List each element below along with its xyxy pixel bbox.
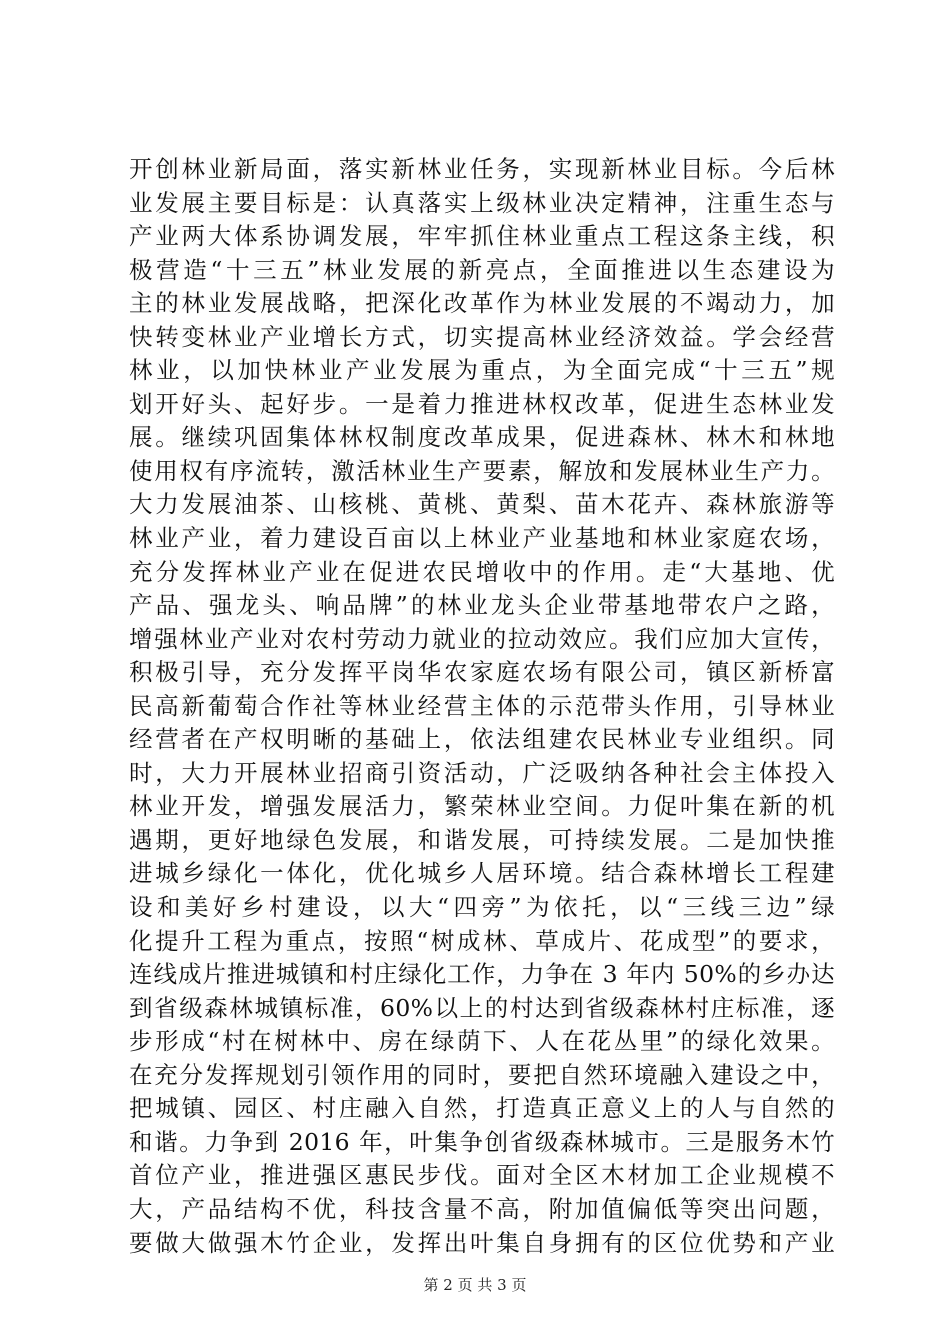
text-line: 要做大做强木竹企业，发挥出叶集自身拥有的区位优势和产业	[129, 1228, 835, 1257]
text-line: 极营造“十三五”林业发展的新亮点，全面推进以生态建设为	[129, 255, 835, 284]
text-line: 在充分发挥规划引领作用的同时，要把自然环境融入建设之中，	[129, 1060, 835, 1089]
text-line: 大，产品结构不优，科技含量不高，附加值偏低等突出问题，	[129, 1194, 835, 1223]
text-line: 划开好头、起好步。一是着力推进林权改革，促进生态林业发	[129, 389, 835, 418]
text-line: 积极引导，充分发挥平岗华农家庭农场有限公司，镇区新桥富	[129, 658, 835, 687]
text-line: 大力发展油茶、山核桃、黄桃、黄梨、苗木花卉、森林旅游等	[129, 490, 835, 519]
text-line: 业发展主要目标是：认真落实上级林业决定精神，注重生态与	[129, 188, 835, 217]
text-line: 使用权有序流转，激活林业生产要素，解放和发展林业生产力。	[129, 456, 835, 485]
text-line: 林业开发，增强发展活力，繁荣林业空间。力促叶集在新的机	[129, 792, 835, 821]
page-number-footer: 第 2 页 共 3 页	[423, 1276, 527, 1294]
text-line: 快转变林业产业增长方式，切实提高林业经济效益。学会经营	[129, 322, 835, 351]
text-line: 产业两大体系协调发展，牢牢抓住林业重点工程这条主线，积	[129, 222, 835, 251]
text-line: 民高新葡萄合作社等林业经营主体的示范带头作用，引导林业	[129, 691, 835, 720]
text-line: 时，大力开展林业招商引资活动，广泛吸纳各种社会主体投入	[129, 758, 835, 787]
text-line: 首位产业，推进强区惠民步伐。面对全区木材加工企业规模不	[129, 1161, 835, 1190]
text-line: 遇期，更好地绿色发展，和谐发展，可持续发展。二是加快推	[129, 825, 835, 854]
text-line: 把城镇、园区、村庄融入自然，打造真正意义上的人与自然的	[129, 1094, 835, 1123]
text-line: 经营者在产权明晰的基础上，依法组建农民林业专业组织。同	[129, 725, 835, 754]
text-line: 展。继续巩固集体林权制度改革成果，促进森林、林木和林地	[129, 423, 835, 452]
text-line: 设和美好乡村建设，以大“四旁”为依托，以“三线三边”绿	[129, 893, 835, 922]
text-line: 和谐。力争到 2016 年，叶集争创省级森林城市。三是服务木竹	[129, 1127, 835, 1156]
body-text	[129, 153, 835, 1260]
text-line: 到省级森林城镇标准，60%以上的村达到省级森林村庄标准，逐	[129, 993, 835, 1022]
text-line: 化提升工程为重点，按照“树成林、草成片、花成型”的要求，	[129, 926, 835, 955]
text-line: 主的林业发展战略，把深化改革作为林业发展的不竭动力，加	[129, 289, 835, 318]
text-line: 增强林业产业对农村劳动力就业的拉动效应。我们应加大宣传，	[129, 624, 835, 653]
text-line: 开创林业新局面，落实新林业任务，实现新林业目标。今后林	[129, 155, 835, 183]
text-line: 步形成“村在树林中、房在绿荫下、人在花丛里”的绿化效果。	[129, 1027, 835, 1056]
text-line: 进城乡绿化一体化，优化城乡人居环境。结合森林增长工程建	[129, 859, 835, 888]
text-line: 连线成片推进城镇和村庄绿化工作，力争在 3 年内 50%的乡办达	[129, 960, 835, 989]
text-line: 产品、强龙头、响品牌”的林业龙头企业带基地带农户之路，	[129, 591, 835, 620]
text-line: 充分发挥林业产业在促进农民增收中的作用。走“大基地、优	[129, 557, 835, 586]
text-line: 林业，以加快林业产业发展为重点，为全面完成“十三五”规	[129, 356, 835, 385]
text-line: 林业产业，着力建设百亩以上林业产业基地和林业家庭农场，	[129, 524, 835, 553]
